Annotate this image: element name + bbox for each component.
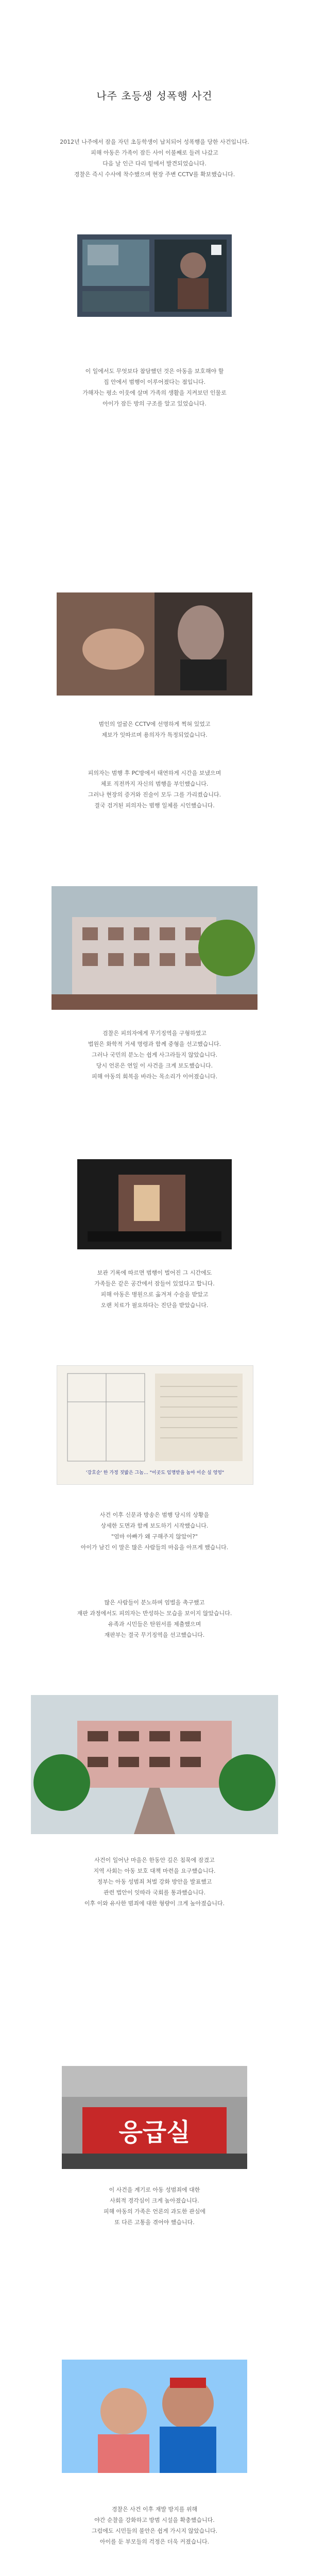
paragraph: 경찰은 사건 이후 재발 방지를 위해 야간 순찰을 강화하고 방범 시설을 확충했습니다. 그럼에도 시민들의 불안은 쉽게 가시지 않았습니다. 아이를 둔 부모들의 걱정은 더욱 커졌습니다.: [91, 2506, 218, 2545]
paragraph: 피의자는 범행 후 PC방에서 태연하게 시간을 보냈으며 체포 직전까지 자신의 범행을 부인했습니다. 그러나 현장의 증거와 진술이 모두 그를 가리켰습니다. 결국 검거된 피의자는 범행 일체를 시인했습니다.: [88, 770, 221, 809]
paragraph: 사건이 일어난 마을은 한동안 깊은 침묵에 잠겼고 지역 사회는 아동 보호 대책 마련을 요구했습니다. 정부는 아동 성범죄 처벌 강화 방안을 발표했고 관련 법안이 잇따라 국회를 통과했습니다. 이후 이와 유사한 범죄에 대한 형량이 크게 높아졌습니다.: [84, 1857, 225, 1907]
paragraph: 사건 이후 신문과 방송은 범행 당시의 상황을 상세한 도면과 함께 보도하기 시작했습니다. "엄마 아빠가 왜 구해주지 않았어?" 아이가 남긴 이 말은 많은 사람들의 마음을 아프게 했습니다.: [80, 1512, 229, 1551]
paragraph: 이 일에서도 무엇보다 참담했던 것은 아동을 보호해야 할 집 안에서 범행이 이루어졌다는 점입니다. 가해자는 평소 이웃에 살며 가족의 생활을 지켜보던 인물로 아이가 잠든 방의 구조를 알고 있었습니다.: [82, 368, 227, 407]
family-photo: [62, 2360, 247, 2473]
paragraph: 2012년 나주에서 잠을 자던 초등학생이 납치되어 성폭행을 당한 사건입니다. 피해 아동은 가족이 잠든 사이 이불째로 들려 나갔고 다음 날 인근 다리 밑에서 발견되었습니다. 경찰은 즉시 수사에 착수했으며 현장 주변 CCTV를 확보했습니다.: [60, 139, 249, 178]
paragraph: 이 사건을 계기로 아동 성범죄에 대한 사회적 경각심이 크게 높아졌습니다. 피해 아동의 가족은 언론의 과도한 관심에 또 다른 고통을 겪어야 했습니다.: [103, 2187, 206, 2226]
neighborhood-photo: [52, 886, 258, 1010]
emergency-room-photo: [62, 2066, 247, 2169]
cctv-collage-image: [77, 234, 232, 317]
paragraph: 검찰은 피의자에게 무기징역을 구형하였고 법원은 화학적 거세 명령과 함께 중형을 선고했습니다. 그러나 국민의 분노는 쉽게 사그라들지 않았습니다. 당시 언론은 연일 이 사건을 크게 보도했습니다. 피해 아동의 회복을 바라는 목소리가 이어졌습니다.: [88, 1030, 221, 1080]
paragraph: 보관 기록에 따르면 범행이 벌어진 그 시간에도 가족들은 같은 공간에서 잠들어 있었다고 합니다. 피해 아동은 병원으로 옮겨져 수술을 받았고 오랜 치료가 필요하다는 진단을 받았습니다.: [94, 1269, 215, 1309]
newspaper-headline: '강호순' 한 가정 짓밟은 그놈… "이곳도 임명받을 놈아 이순 실 엉엉": [85, 1470, 225, 1476]
emergency-sign-text: 응급실: [118, 2118, 191, 2147]
newspaper-clipping: [57, 1365, 253, 1485]
paragraph: 범인의 얼굴은 CCTV에 선명하게 찍혀 있었고 제보가 잇따르며 용의자가 특정되었습니다.: [98, 721, 211, 738]
video-still-image: [77, 1159, 232, 1249]
building-photo: [31, 1695, 278, 1834]
page-title: 나주 초등생 성폭행 사건: [96, 90, 213, 102]
arrest-photo: [57, 592, 252, 696]
paragraph: 많은 사람들이 분노하며 엄벌을 촉구했고 재판 과정에서도 피의자는 반성하는 모습을 보이지 않았습니다. 유족과 시민들은 탄원서를 제출했으며 재판부는 결국 무기징역을 선고했습니다.: [77, 1599, 232, 1638]
